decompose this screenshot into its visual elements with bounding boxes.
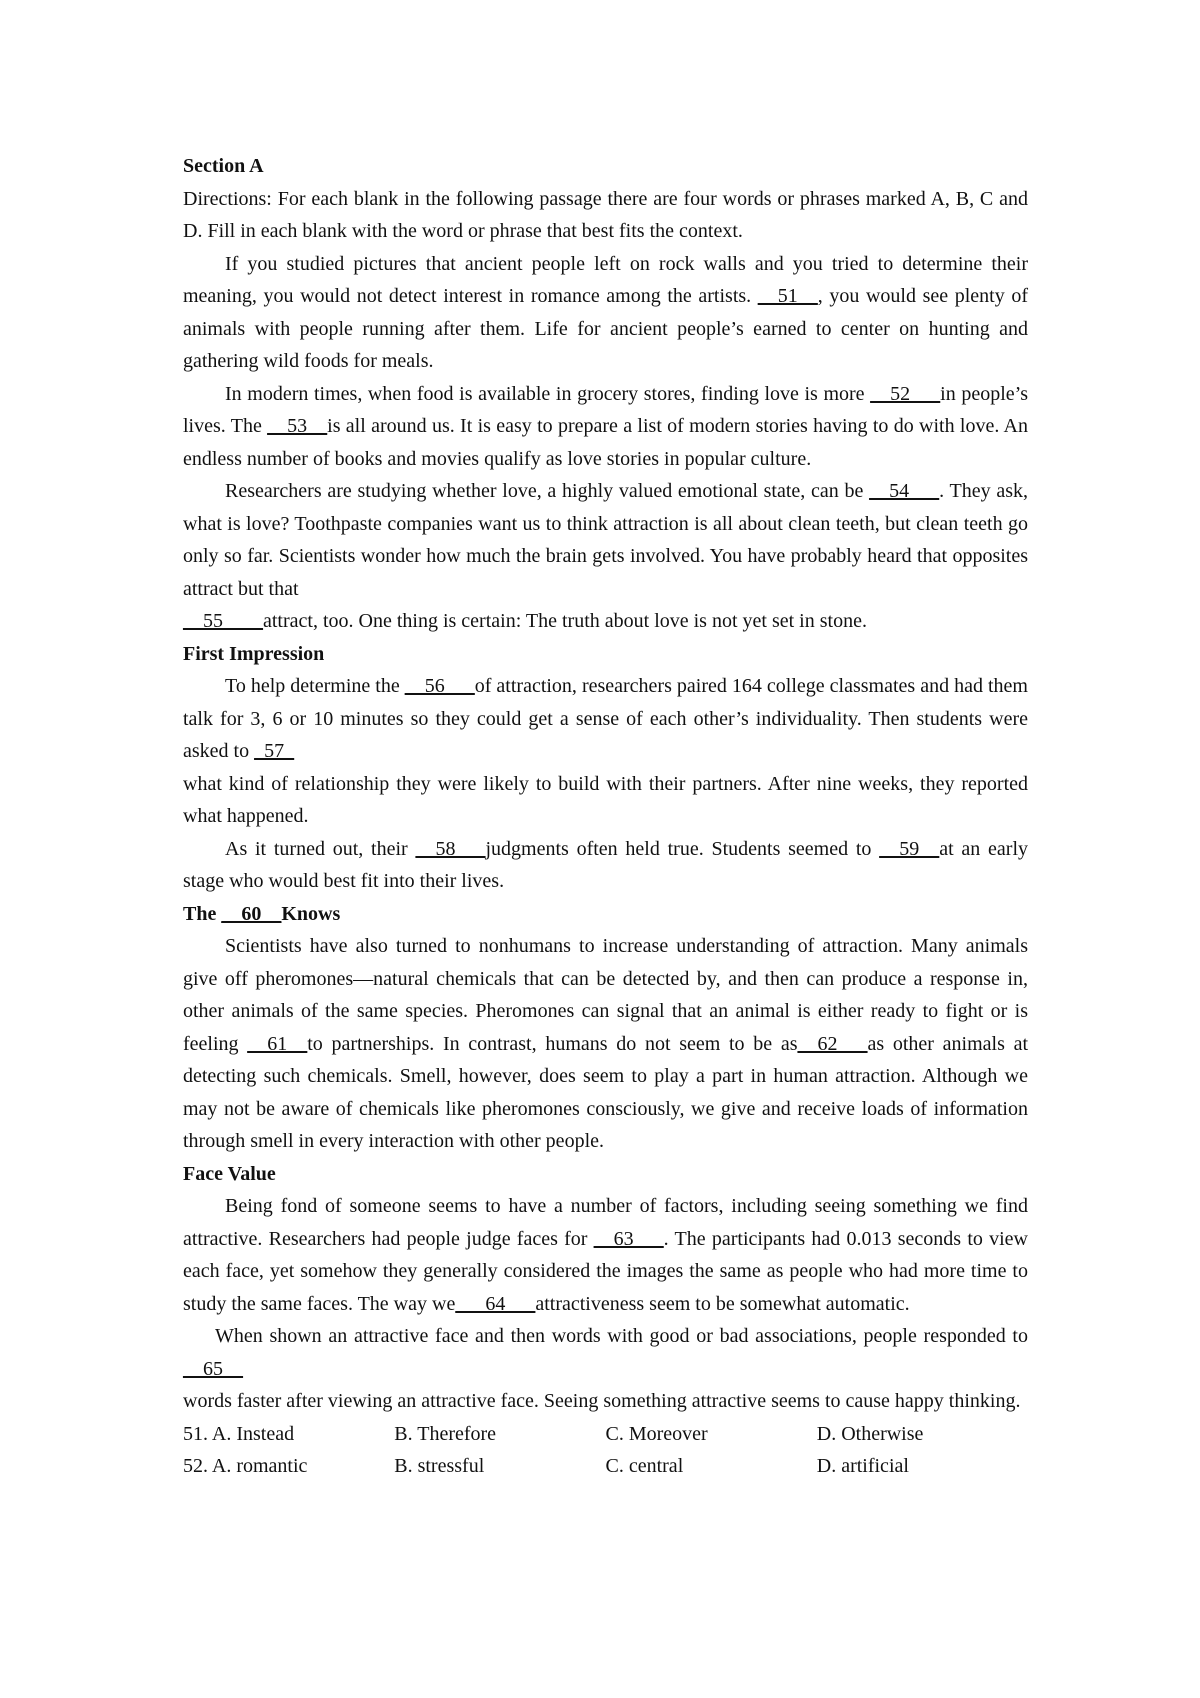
answer-options xyxy=(183,1418,1028,1483)
text: In modern times, when food is available in grocery stores, finding love is more xyxy=(225,382,871,405)
paragraph-10 xyxy=(183,1320,1028,1385)
blank-52: __52___ xyxy=(870,382,941,405)
text: in people’s lives. The xyxy=(183,382,1028,437)
option-52-b: B. stressful xyxy=(394,1455,485,1477)
option-52-a: 52. A. romantic xyxy=(183,1455,308,1477)
blank-53: __53__ xyxy=(267,415,328,437)
paragraph-11: words faster after viewing an attractive face. Seeing something attractive seems to cause happy thinking. xyxy=(183,1390,1021,1412)
paragraph-7 xyxy=(183,833,1028,898)
option-51-a: 51. A. Instead xyxy=(183,1422,295,1445)
blank-60: __60__ xyxy=(221,902,282,925)
blank-58: __58___ xyxy=(415,837,486,860)
text: . The participants had 0.013 seconds to view each face, yet somehow they generally considered the images the same as people who had more time to study the same faces. The way we xyxy=(183,1227,1028,1315)
blank-55: __55____ xyxy=(183,610,263,632)
heading-the-nose-knows xyxy=(183,898,1028,931)
blank-63: __63___ xyxy=(593,1227,664,1250)
blank-59: __59__ xyxy=(879,837,940,860)
text: . They ask, what is love? Toothpaste companies want us to think attraction is all about clean teeth, but clean teeth go only so far. Scientists wonder how much the brain gets involved. You have probably heard that opposites attract but that xyxy=(183,480,1028,600)
option-52-c: C. central xyxy=(605,1455,684,1477)
text: , you would see plenty of animals with people running after them. Life for ancient people’s earned to center on hunting and gathering wild foods for meals. xyxy=(183,285,1028,372)
directions: Directions: For each blank in the following passage there are four words or phrases marked A, B, C and D. Fill in each blank with the word or phrase that best fits the context. xyxy=(183,187,1028,242)
text: Scientists have also turned to nonhumans to increase understanding of attraction. Many animals give off pheromones—natural chemicals that can be detected by, and then can produce a response in, other animals of the same species. Pheromones can signal that an animal is either ready to fight or is feeling xyxy=(183,935,1028,1055)
text: is all around us. It is easy to prepare a list of modern stories having to do with love. An endless number of books and movies qualify as love stories in popular culture. xyxy=(183,415,1028,470)
paragraph-3 xyxy=(183,475,1028,605)
text: Being fond of someone seems to have a number of factors, including seeing something we find attractive. Researchers had people judge faces for xyxy=(183,1195,1028,1250)
option-row-52 xyxy=(183,1450,1028,1483)
section-title: Section A xyxy=(183,155,264,177)
text: The xyxy=(183,902,222,925)
text: To help determine the xyxy=(225,675,405,697)
text: Knows xyxy=(281,902,341,925)
option-row-51 xyxy=(183,1418,1028,1451)
text: Researchers are studying whether love, a highly valued emotional state, can be xyxy=(225,480,870,502)
blank-61: __61__ xyxy=(247,1032,308,1055)
text: at an early stage who would best fit into their lives. xyxy=(183,837,1029,892)
heading-face-value: Face Value xyxy=(183,1162,276,1185)
blank-56: __56___ xyxy=(404,675,475,697)
blank-64: ___64___ xyxy=(455,1292,536,1315)
text: If you studied pictures that ancient people left on rock walls and you tried to determine their meaning, you would not detect interest in romance among the artists. xyxy=(183,252,1028,307)
text: as other animals at detecting such chemicals. Smell, however, does seem to play a part in human attraction. Although we may not be aware of chemicals like pheromones consciously, we give and receive loads of information through smell in every interaction with other people. xyxy=(183,1032,1028,1152)
blank-57: _57_ xyxy=(254,740,295,762)
option-51-c: C. Moreover xyxy=(605,1422,708,1445)
paragraph-1 xyxy=(183,248,1028,378)
blank-62: __62___ xyxy=(797,1032,868,1055)
text: attract, too. One thing is certain: The truth about love is not yet set in stone. xyxy=(263,610,867,632)
option-51-b: B. Therefore xyxy=(394,1422,497,1445)
paragraph-2 xyxy=(183,378,1028,476)
text: to partnerships. In contrast, humans do not seem to be as xyxy=(307,1032,798,1055)
option-52-d: D. artificial xyxy=(816,1455,909,1477)
text: judgments often held true. Students seemed to xyxy=(485,837,880,860)
text: As it turned out, their xyxy=(225,837,416,860)
blank-51: __51__ xyxy=(757,285,818,307)
paragraph-4 xyxy=(183,605,1028,638)
paragraph-9 xyxy=(183,1190,1028,1320)
text: of attraction, researchers paired 164 college classmates and had them talk for 3, 6 or 10 minutes so they could get a sense of each other’s individuality. Then students were asked to xyxy=(183,675,1028,762)
paragraph-8 xyxy=(183,930,1028,1158)
passage-content xyxy=(183,150,1028,1483)
text: When shown an attractive face and then words with good or bad associations, people responded to xyxy=(215,1325,1028,1347)
blank-65: __65__ xyxy=(183,1357,243,1380)
heading-first-impression: First Impression xyxy=(183,642,325,665)
paragraph-6: what kind of relationship they were likely to build with their partners. After nine weeks, they reported what happened. xyxy=(183,772,1028,827)
option-51-d: D. Otherwise xyxy=(816,1422,924,1445)
paragraph-5 xyxy=(183,670,1028,768)
text: attractiveness seem to be somewhat automatic. xyxy=(535,1292,910,1315)
blank-54: __54___ xyxy=(869,480,940,502)
